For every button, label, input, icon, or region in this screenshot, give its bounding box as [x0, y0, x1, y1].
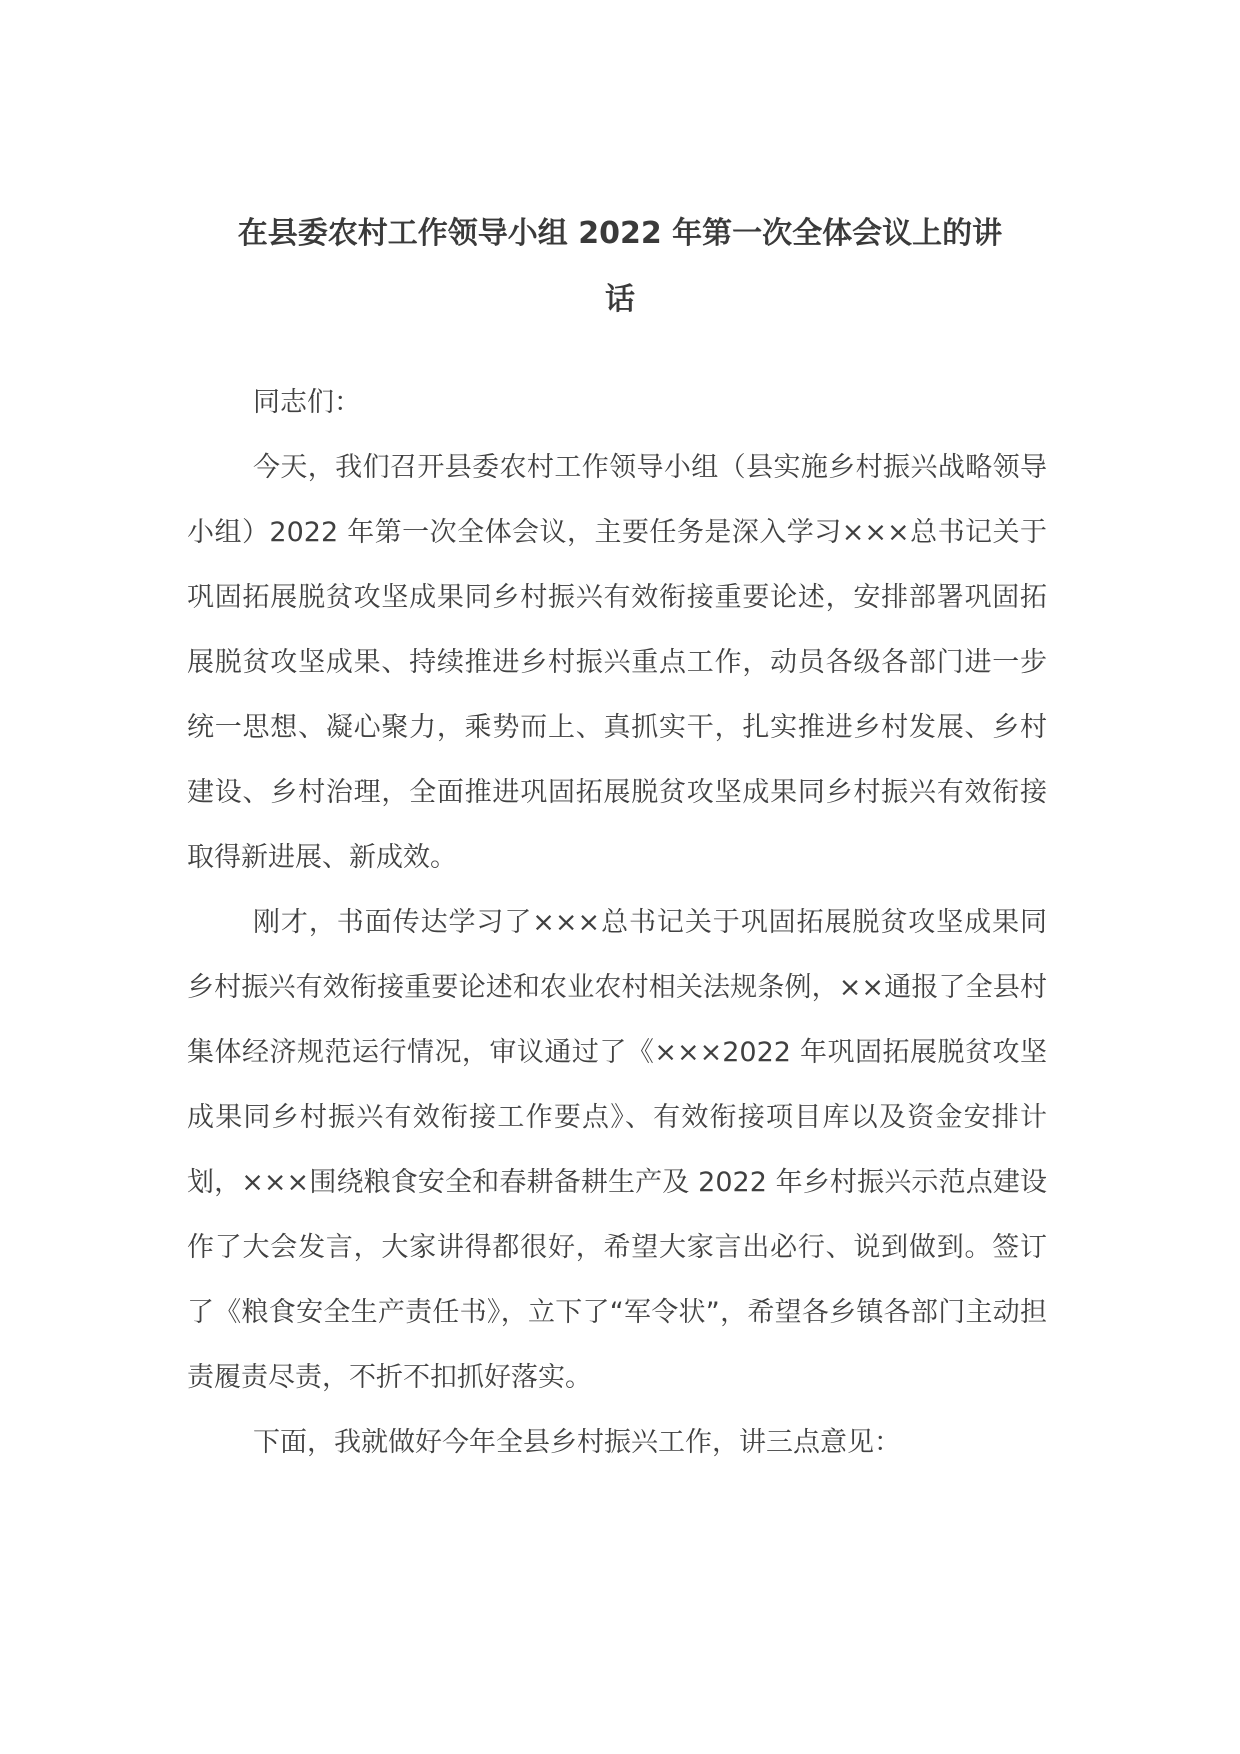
- document-body: [187, 370, 1047, 1475]
- paragraph-review: 刚才，书面传达学习了×××总书记关于巩固拓展脱贫攻坚成果同乡村振兴有效衔接重要论述和农业农村相关法规条例，××通报了全县村集体经济规范运行情况，审议通过了《×××2022 年巩固拓展脱贫攻坚成果同乡村振兴有效衔接工作要点》、有效衔接项目库以及资金安排计划，×××围绕粮食安全和春耕备耕生产及 2022 年乡村振兴示范点建设作了大会发言，大家讲得都很好，希望大家言出必行、说到做到。签订了《粮食安全生产责任书》，立下了“军令状”，希望各乡镇各部门主动担责履责尽责，不折不扣抓好落实。: [187, 907, 1047, 1393]
- paragraph-opening: 今天，我们召开县委农村工作领导小组（县实施乡村振兴战略领导小组）2022 年第一次全体会议，主要任务是深入学习×××总书记关于巩固拓展脱贫攻坚成果同乡村振兴有效衔接重要论述，安排部署巩固拓展脱贫攻坚成果、持续推进乡村振兴重点工作，动员各级各部门进一步统一思想、凝心聚力，乘势而上、真抓实干，扎实推进乡村发展、乡村建设、乡村治理，全面推进巩固拓展脱贫攻坚成果同乡村振兴有效衔接取得新进展、新成效。: [187, 452, 1047, 873]
- paragraph-transition: 下面，我就做好今年全县乡村振兴工作，讲三点意见：: [253, 1427, 901, 1458]
- salutation: 同志们：: [253, 387, 361, 418]
- document-title: 在县委农村工作领导小组 2022 年第一次全体会议上的讲: [237, 216, 1003, 251]
- document-title-continued: 话: [605, 282, 635, 317]
